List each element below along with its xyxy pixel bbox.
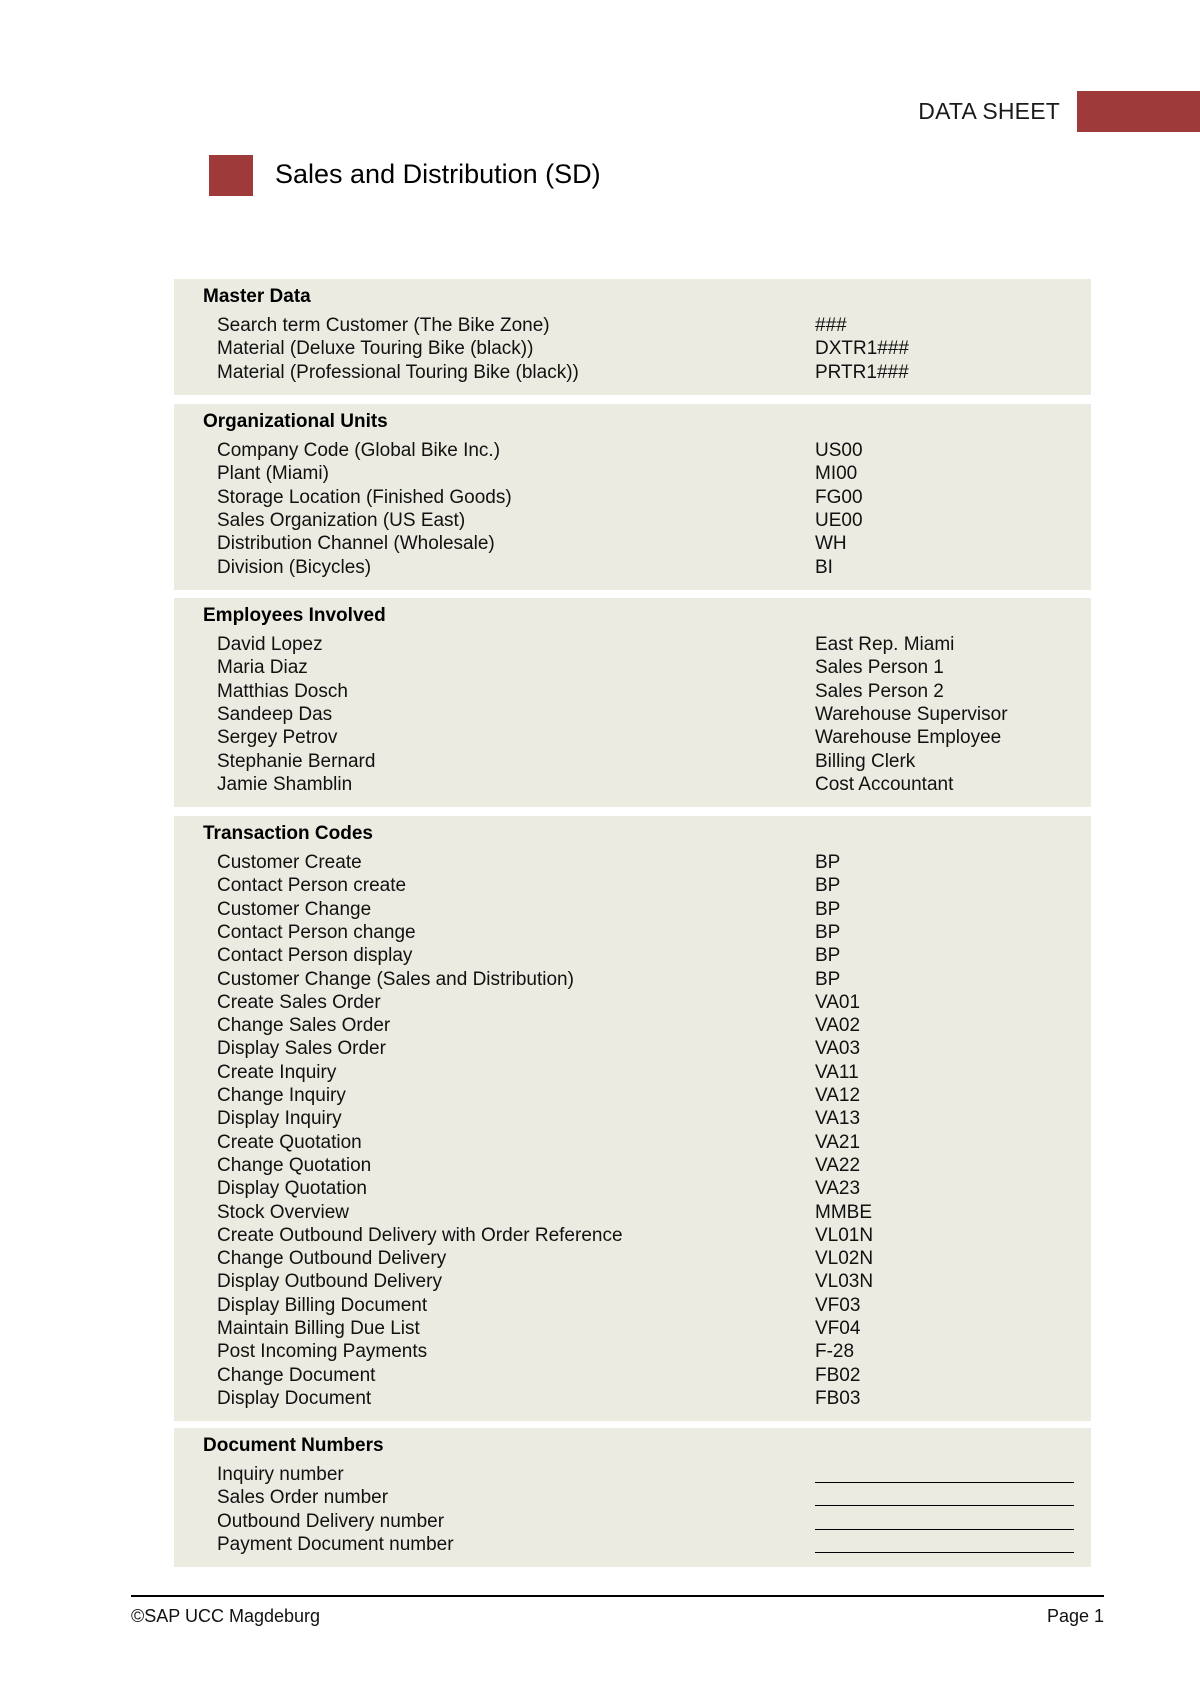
data-row [174, 510, 1091, 533]
data-row [174, 1487, 1091, 1510]
row-value: BP [815, 899, 841, 920]
row-label: Sandeep Das [217, 704, 333, 725]
row-value: FB03 [815, 1388, 861, 1409]
data-row [174, 1178, 1091, 1201]
row-label: Display Inquiry [217, 1108, 342, 1129]
section-title: Organizational Units [203, 411, 388, 432]
row-label: Create Inquiry [217, 1062, 337, 1083]
header-accent-bar [1077, 91, 1200, 132]
data-row [174, 681, 1091, 704]
data-row [174, 852, 1091, 875]
row-label: Material (Deluxe Touring Bike (black)) [217, 338, 534, 359]
row-value: Billing Clerk [815, 751, 916, 772]
data-row [174, 1155, 1091, 1178]
section-organizational-units [174, 404, 1091, 590]
row-label: Change Inquiry [217, 1085, 346, 1106]
data-row [174, 1062, 1091, 1085]
row-value: Warehouse Supervisor [815, 704, 1008, 725]
row-label: Display Billing Document [217, 1295, 428, 1316]
row-value: VL03N [815, 1271, 874, 1292]
data-row [174, 751, 1091, 774]
row-value: VA11 [815, 1062, 859, 1083]
data-row [174, 1318, 1091, 1341]
row-label: Sales Order number [217, 1487, 389, 1508]
fill-in-line [815, 1552, 1074, 1553]
data-row [174, 338, 1091, 361]
row-value: BI [815, 557, 833, 578]
row-label: Contact Person create [217, 875, 407, 896]
row-value: MMBE [815, 1202, 872, 1223]
row-value: F-28 [815, 1341, 855, 1362]
fill-in-line [815, 1505, 1074, 1506]
row-label: Create Quotation [217, 1132, 362, 1153]
row-label: Payment Document number [217, 1534, 454, 1555]
section-transaction-codes [174, 816, 1091, 1421]
data-row [174, 1511, 1091, 1534]
footer-divider [131, 1595, 1104, 1597]
row-label: Sergey Petrov [217, 727, 338, 748]
section-employees-involved [174, 598, 1091, 807]
row-label: Outbound Delivery number [217, 1511, 445, 1532]
row-label: Display Sales Order [217, 1038, 386, 1059]
row-label: Change Quotation [217, 1155, 372, 1176]
data-row [174, 1038, 1091, 1061]
row-value: VA23 [815, 1178, 861, 1199]
data-row [174, 1534, 1091, 1557]
row-label: Change Outbound Delivery [217, 1248, 447, 1269]
data-row [174, 1248, 1091, 1271]
row-label: Inquiry number [217, 1464, 344, 1485]
row-label: Post Incoming Payments [217, 1341, 428, 1362]
section-title: Master Data [203, 286, 311, 307]
data-row [174, 1108, 1091, 1131]
data-row [174, 992, 1091, 1015]
fill-in-line [815, 1482, 1074, 1483]
row-value: VA03 [815, 1038, 861, 1059]
row-value: Cost Accountant [815, 774, 954, 795]
row-label: Plant (Miami) [217, 463, 329, 484]
data-row [174, 922, 1091, 945]
row-value: VA21 [815, 1132, 861, 1153]
row-label: Display Outbound Delivery [217, 1271, 442, 1292]
data-row [174, 634, 1091, 657]
row-label: Display Document [217, 1388, 372, 1409]
row-value: MI00 [815, 463, 858, 484]
row-label: Sales Organization (US East) [217, 510, 466, 531]
data-row [174, 1202, 1091, 1225]
section-document-numbers [174, 1428, 1091, 1567]
row-label: Maintain Billing Due List [217, 1318, 420, 1339]
section-master-data [174, 279, 1091, 395]
row-label: Division (Bicycles) [217, 557, 372, 578]
row-value: VL02N [815, 1248, 874, 1269]
row-label: Display Quotation [217, 1178, 367, 1199]
row-value: Warehouse Employee [815, 727, 1002, 748]
row-label: Distribution Channel (Wholesale) [217, 533, 495, 554]
row-label: Jamie Shamblin [217, 774, 353, 795]
row-value: DXTR1### [815, 338, 909, 359]
fill-in-line [815, 1529, 1074, 1530]
data-row [174, 774, 1091, 797]
row-value: ### [815, 315, 847, 336]
row-value: VA01 [815, 992, 861, 1013]
data-row [174, 1341, 1091, 1364]
data-row [174, 1295, 1091, 1318]
row-value: UE00 [815, 510, 863, 531]
title-accent-square [209, 155, 253, 196]
section-title: Employees Involved [203, 605, 386, 626]
data-row [174, 899, 1091, 922]
data-row [174, 533, 1091, 556]
section-title: Document Numbers [203, 1435, 384, 1456]
row-value: VA13 [815, 1108, 861, 1129]
row-label: Customer Change (Sales and Distribution) [217, 969, 574, 990]
row-value: BP [815, 945, 841, 966]
data-row [174, 704, 1091, 727]
row-value: VA22 [815, 1155, 861, 1176]
row-value: BP [815, 852, 841, 873]
data-row [174, 362, 1091, 385]
data-row [174, 945, 1091, 968]
row-label: Stock Overview [217, 1202, 349, 1223]
data-row [174, 440, 1091, 463]
data-row [174, 727, 1091, 750]
data-row [174, 1388, 1091, 1411]
row-value: VF03 [815, 1295, 861, 1316]
page-title: Sales and Distribution (SD) [275, 159, 601, 189]
row-value: FB02 [815, 1365, 861, 1386]
data-row [174, 1464, 1091, 1487]
row-value: Sales Person 2 [815, 681, 944, 702]
footer-copyright: ©SAP UCC Magdeburg [131, 1606, 321, 1626]
data-row [174, 1365, 1091, 1388]
row-value: US00 [815, 440, 863, 461]
data-row [174, 463, 1091, 486]
row-value: BP [815, 875, 841, 896]
row-label: Contact Person display [217, 945, 413, 966]
row-label: Search term Customer (The Bike Zone) [217, 315, 550, 336]
row-label: Material (Professional Touring Bike (black)) [217, 362, 579, 383]
row-label: Create Outbound Delivery with Order Reference [217, 1225, 623, 1246]
header-label: DATA SHEET [918, 98, 1060, 124]
row-value: BP [815, 922, 841, 943]
row-label: Company Code (Global Bike Inc.) [217, 440, 501, 461]
row-value: VL01N [815, 1225, 874, 1246]
row-value: VF04 [815, 1318, 861, 1339]
footer-page-number: Page 1 [1046, 1606, 1104, 1626]
row-label: Change Sales Order [217, 1015, 391, 1036]
row-value: WH [815, 533, 847, 554]
data-row [174, 1085, 1091, 1108]
row-value: BP [815, 969, 841, 990]
data-row [174, 315, 1091, 338]
row-label: David Lopez [217, 634, 323, 655]
row-value: East Rep. Miami [815, 634, 955, 655]
row-label: Customer Create [217, 852, 362, 873]
row-label: Create Sales Order [217, 992, 381, 1013]
row-label: Maria Diaz [217, 657, 308, 678]
data-row [174, 1271, 1091, 1294]
row-label: Customer Change [217, 899, 372, 920]
row-label: Storage Location (Finished Goods) [217, 487, 512, 508]
row-label: Matthias Dosch [217, 681, 348, 702]
row-value: PRTR1### [815, 362, 909, 383]
data-row [174, 875, 1091, 898]
row-value: FG00 [815, 487, 863, 508]
row-label: Change Document [217, 1365, 376, 1386]
row-value: Sales Person 1 [815, 657, 944, 678]
row-value: VA02 [815, 1015, 861, 1036]
data-row [174, 969, 1091, 992]
data-row [174, 1132, 1091, 1155]
data-row [174, 657, 1091, 680]
data-row [174, 487, 1091, 510]
section-title: Transaction Codes [203, 823, 373, 844]
row-value: VA12 [815, 1085, 861, 1106]
row-label: Contact Person change [217, 922, 416, 943]
row-label: Stephanie Bernard [217, 751, 376, 772]
data-row [174, 1015, 1091, 1038]
data-row [174, 557, 1091, 580]
data-row [174, 1225, 1091, 1248]
